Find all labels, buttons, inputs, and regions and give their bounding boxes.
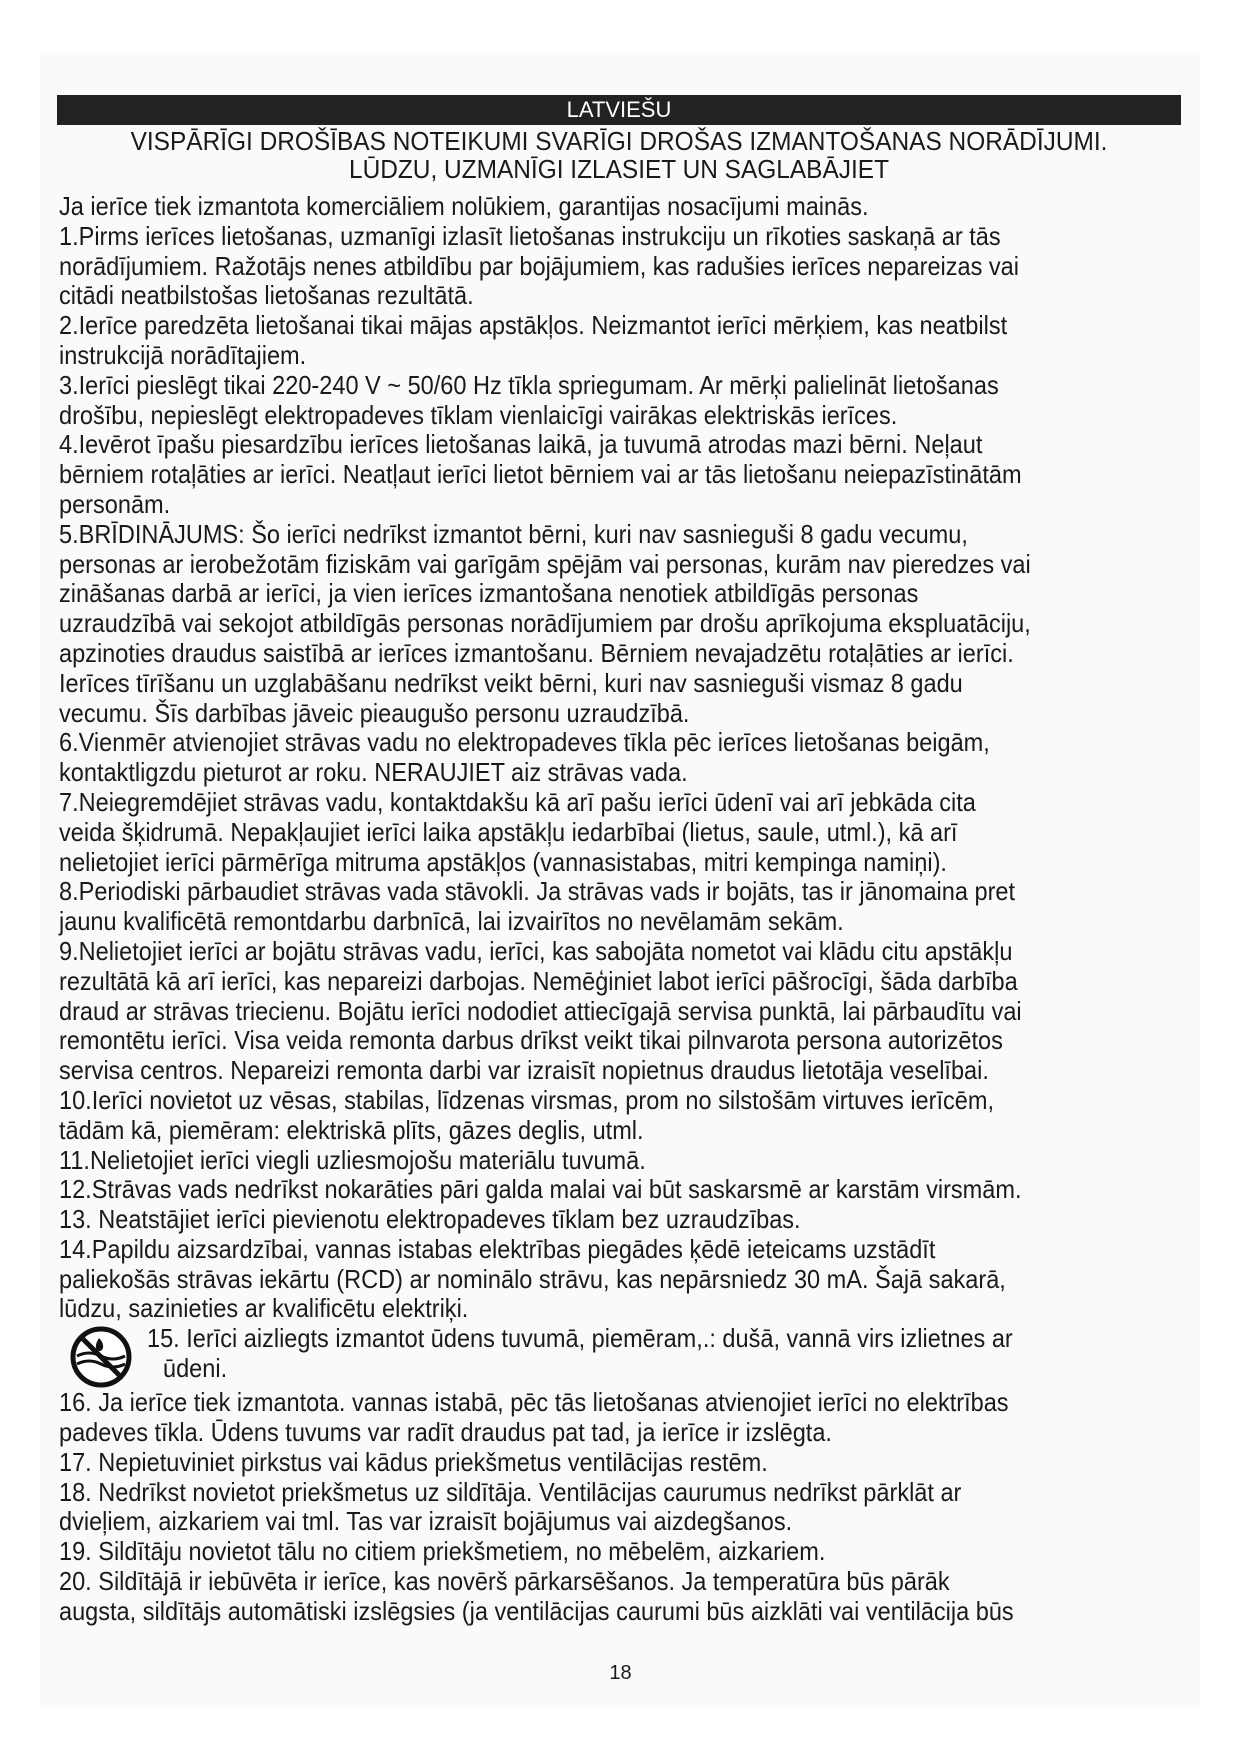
text-line: 8.Periodiski pārbaudiet strāvas vada stāvokli. Ja strāvas vads ir bojāts, tas ir jānomaina pret xyxy=(59,876,1016,907)
text-line: 1.Pirms ierīces lietošanas, uzmanīgi izlasīt lietošanas instrukciju un rīkoties saskaņā ar tās xyxy=(59,220,1001,251)
text-line: 10.Ierīci novietot uz vēsas, stabilas, līdzenas virsmas, prom no silstošām virtuves ierīcēm, xyxy=(59,1084,995,1115)
text-line: 16. Ja ierīce tiek izmantota. vannas istabā, pēc tās lietošanas atvienojiet ierīci no elektrības xyxy=(59,1387,1009,1418)
text-line: 2.Ierīce paredzēta lietošanai tikai mājas apstākļos. Neizmantot ierīci mērķiem, kas neatbilst xyxy=(59,310,1008,341)
text-line: veida šķidrumā. Nepakļaujiet ierīci laika apstākļu iedarbībai (lietus, saule, utml.), kā arī xyxy=(59,816,958,847)
text-line: 3.Ierīci pieslēgt tikai 220-240 V ~ 50/60 Hz tīkla spriegumam. Ar mērķi palielināt lietošanas xyxy=(59,369,999,400)
text-line: ūdeni. xyxy=(163,1353,228,1384)
text-line: 7.Neiegremdējiet strāvas vadu, kontaktdakšu kā arī pašu ierīci ūdenī vai arī jebkāda cita xyxy=(59,786,976,817)
text-line: personas ar ierobežotām fiziskām vai garīgām spējām vai personas, kurām nav pieredzes vai xyxy=(59,548,1031,579)
text-line: bērniem rotaļāties ar ierīci. Neatļaut ierīci lietot bērniem vai ar tās lietošanu neiepazīstinātām xyxy=(59,459,1022,490)
text-line: drošību, nepieslēgt elektropadeves tīklam vienlaicīgi vairākas elektriskās ierīces. xyxy=(59,399,898,430)
text-line: Ja ierīce tiek izmantota komerciāliem nolūkiem, garantijas nosacījumi mainās. xyxy=(59,191,869,221)
text-line: 20. Sildītājā ir iebūvēta ir ierīce, kas novērš pārkarsēšanos. Ja temperatūra būs pārāk xyxy=(59,1566,950,1597)
text-line: 17. Nepietuviniet pirkstus vai kādus priekšmetus ventilācijas restēm. xyxy=(59,1446,768,1477)
title-line-1: VISPĀRĪGI DROŠĪBAS NOTEIKUMI SVARĪGI DROŠAS IZMANTOŠANAS NORĀDĪJUMI. xyxy=(130,126,1108,156)
title-line-2: LŪDZU, UZMANĪGI IZLASIET UN SAGLABĀJIET xyxy=(348,154,890,184)
text-line: 11.Nelietojiet ierīci viegli uzliesmojošu materiālu tuvumā. xyxy=(59,1144,646,1175)
text-line: vecumu. Šīs darbības jāveic pieaugušo personu uzraudzībā. xyxy=(59,697,690,728)
text-line: 18. Nedrīkst novietot priekšmetus uz sildītāja. Ventilācijas caurumus nedrīkst pārklāt ar xyxy=(59,1476,962,1507)
text-line: padeves tīkla. Ūdens tuvums var radīt draudus pat tad, ja ierīce ir izslēgta. xyxy=(59,1417,832,1448)
text-line: apzinoties draudus saistībā ar ierīces izmantošanu. Bērniem nevajadzētu rotaļāties ar ierīci. xyxy=(59,637,1014,668)
text-line: rezultātā kā arī ierīci, kas nepareizi darbojas. Nemēģiniet labot ierīci pāšrocīgi, šāda darbība xyxy=(59,965,1018,996)
instructions-body xyxy=(59,192,1181,1627)
text-line: paliekošās strāvas iekārtu (RCD) ar nominālo strāvu, kas nepārsniedz 30 mA. Šajā sakarā, xyxy=(59,1263,1006,1294)
text-line: 19. Sildītāju novietot tālu no citiem priekšmetiem, no mēbelēm, aizkariem. xyxy=(59,1536,826,1567)
text-line: servisa centros. Nepareizi remonta darbi var izraisīt nopietnus draudus lietotāja veselībai. xyxy=(59,1055,989,1086)
text-line: nelietojiet ierīci pārmērīga mitruma apstākļos (vannasistabas, mitri kempinga namiņi). xyxy=(59,846,947,877)
page-title xyxy=(91,127,1148,183)
text-line: instrukcijā norādītajiem. xyxy=(59,339,307,370)
text-line: remontētu ierīci. Visa veida remonta darbus drīkst veikt tikai pilnvarota persona autorizētos xyxy=(59,1025,1003,1056)
no-water-icon xyxy=(63,1326,147,1388)
text-line: citādi neatbilstošas lietošanas rezultātā. xyxy=(59,280,474,311)
text-line: dvieļiem, aizkariem vai tml. Tas var izraisīt bojājumus vai aizdegšanos. xyxy=(59,1506,793,1537)
language-header: LATVIEŠU xyxy=(57,95,1181,125)
text-line: 12.Strāvas vads nedrīkst nokarāties pāri galda malai vai būt saskarsmē ar karstām virsmām. xyxy=(59,1174,1022,1205)
page-number: 18 xyxy=(609,1662,632,1684)
item-15-text xyxy=(147,1324,1104,1384)
text-line: 4.Ievērot īpašu piesardzību ierīces lietošanas laikā, ja tuvumā atrodas mazi bērni. Neļaut xyxy=(59,429,983,460)
text-line: lūdzu, sazinieties ar kvalificētu elektriķi. xyxy=(59,1293,469,1324)
text-line: kontaktligzdu pieturot ar roku. NERAUJIET aiz strāvas vada. xyxy=(59,757,688,788)
text-line: 6.Vienmēr atvienojiet strāvas vadu no elektropadeves tīkla pēc ierīces lietošanas beigām, xyxy=(59,727,990,758)
text-line: augsta, sildītājs automātiski izslēgsies (ja ventilācijas caurumi būs aizklāti vai ventilācija būs xyxy=(59,1595,1014,1626)
text-line: 15. Ierīci aizliegts izmantot ūdens tuvumā, piemēram,.: dušā, vannā virs izlietnes ar xyxy=(147,1323,1013,1354)
text-line: norādījumiem. Ražotājs nenes atbildību par bojājumiem, kas radušies ierīces nepareizas vai xyxy=(59,250,1019,281)
text-line: 14.Papildu aizsardzībai, vannas istabas elektrības piegādes ķēdē ieteicams uzstādīt xyxy=(59,1233,936,1264)
text-line: draud ar strāvas triecienu. Bojātu ierīci nododiet attiecīgajā servisa punktā, lai pārbaudītu vai xyxy=(59,995,1022,1026)
text-line: Ierīces tīrīšanu un uzglabāšanu nedrīkst veikt bērni, kuri nav sasnieguši vismaz 8 gadu xyxy=(59,667,963,698)
text-line: uzraudzībā vai sekojot atbildīgās personas norādījumiem par drošu aprīkojuma ekspluatāciju, xyxy=(59,608,1031,639)
text-line: 13. Neatstājiet ierīci pievienotu elektropadeves tīklam bez uzraudzības. xyxy=(59,1204,801,1235)
text-line: tādām kā, piemēram: elektriskā plīts, gāzes deglis, utml. xyxy=(59,1114,644,1145)
text-line: zināšanas darbā ar ierīci, ja vien ierīces izmantošana nenotiek atbildīgās personas xyxy=(59,578,919,609)
text-line: 9.Nelietojiet ierīci ar bojātu strāvas vadu, ierīci, kas sabojāta nometot vai klādu citu apstākļu xyxy=(59,935,1013,966)
text-line: 5.BRĪDINĀJUMS: Šo ierīci nedrīkst izmantot bērni, kuri nav sasnieguši 8 gadu vecumu, xyxy=(59,518,968,549)
text-line: personām. xyxy=(59,488,171,519)
item-15-warning xyxy=(59,1324,1181,1388)
text-line: jaunu kvalificētā remontdarbu darbnīcā, lai izvairītos no nevēlamām sekām. xyxy=(59,906,844,937)
